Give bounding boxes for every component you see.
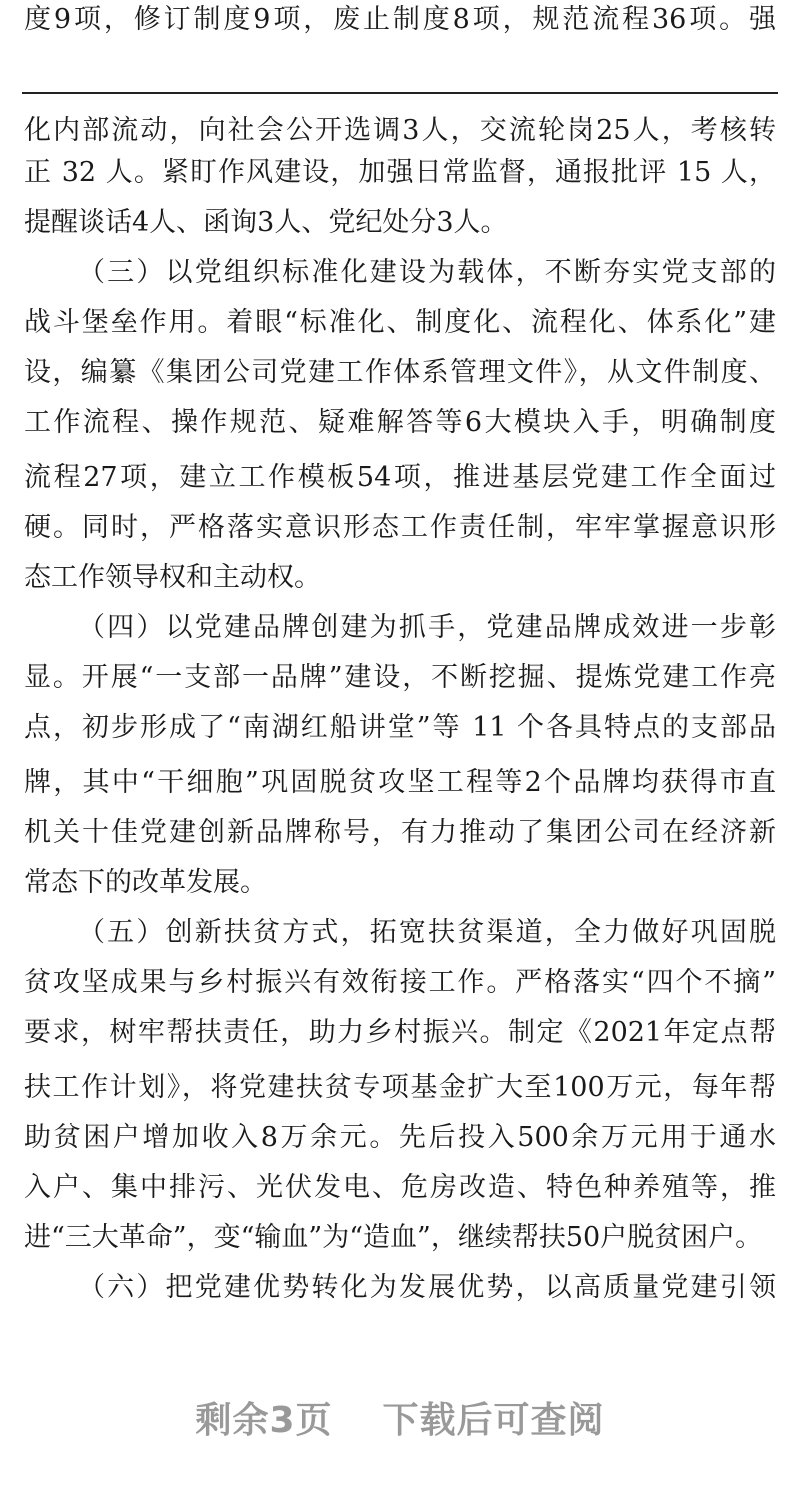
text-line: 化内部流动，向社会公开选调3人，交流轮岗25人，考核转 bbox=[24, 115, 776, 146]
text-line: 入户、集中排污、光伏发电、危房改造、特色种养殖等，推 bbox=[24, 1172, 776, 1203]
text-line: 工作流程、操作规范、疑难解答等6大模块入手，明确制度 bbox=[24, 407, 776, 438]
text-line: 要求，树牢帮扶责任，助力乡村振兴。制定《2021年定点帮 bbox=[24, 1017, 776, 1048]
text-line: 常态下的改革发展。 bbox=[24, 867, 267, 898]
text-line: 机关十佳党建创新品牌称号，有力推动了集团公司在经济新 bbox=[24, 817, 776, 848]
text-line: 硬。同时，严格落实意识形态工作责任制，牢牢掌握意识形 bbox=[24, 512, 776, 543]
text-line: 态工作领导权和主动权。 bbox=[24, 562, 321, 593]
download-prompt[interactable] bbox=[0, 1392, 800, 1443]
text-line: 助贫困户增加收入8万余元。先后投入500余万元用于通水 bbox=[24, 1122, 776, 1153]
text-line: 战斗堡垒作用。着眼“标准化、制度化、流程化、体系化”建 bbox=[24, 307, 776, 338]
text-line: 正 32 人。紧盯作风建设，加强日常监督，通报批评 15 人， bbox=[24, 157, 776, 188]
text-line: 牌，其中“干细胞”巩固脱贫攻坚工程等2个品牌均获得市直 bbox=[24, 767, 776, 798]
section-heading-3: （三）以党组织标准化建设为载体，不断夯实党支部的 bbox=[78, 257, 776, 288]
text-line: 扶工作计划》，将党建扶贫专项基金扩大至100万元，每年帮 bbox=[24, 1072, 776, 1103]
text-line: 点，初步形成了“南湖红船讲堂”等 11 个各具特点的支部品 bbox=[24, 712, 776, 743]
text-line: 进“三大革命”，变“输血”为“造血”，继续帮扶50户脱贫困户。 bbox=[24, 1222, 763, 1253]
download-to-view-label: 下载后可查阅 bbox=[382, 1400, 605, 1441]
text-line: 提醒谈话4人、函询3人、党纪处分3人。 bbox=[24, 207, 508, 238]
text-line: 贫攻坚成果与乡村振兴有效衔接工作。严格落实“四个不摘” bbox=[24, 967, 776, 998]
remaining-pages-label: 剩余3页 bbox=[195, 1400, 333, 1441]
section-heading-6: （六）把党建优势转化为发展优势，以高质量党建引领 bbox=[78, 1272, 776, 1303]
section-heading-5: （五）创新扶贫方式，拓宽扶贫渠道，全力做好巩固脱 bbox=[78, 917, 776, 948]
text-line: 度9项，修订制度9项，废止制度8项，规范流程36项。强 bbox=[24, 4, 776, 35]
section-heading-4: （四）以党建品牌创建为抓手，党建品牌成效进一步彰 bbox=[78, 612, 776, 643]
text-line: 流程27项，建立工作模板54项，推进基层党建工作全面过 bbox=[24, 462, 776, 493]
text-line: 设，编纂《集团公司党建工作体系管理文件》，从文件制度、 bbox=[24, 357, 776, 388]
text-line: 显。开展“一支部一品牌”建设，不断挖掘、提炼党建工作亮 bbox=[24, 662, 776, 693]
page-divider bbox=[22, 92, 778, 94]
